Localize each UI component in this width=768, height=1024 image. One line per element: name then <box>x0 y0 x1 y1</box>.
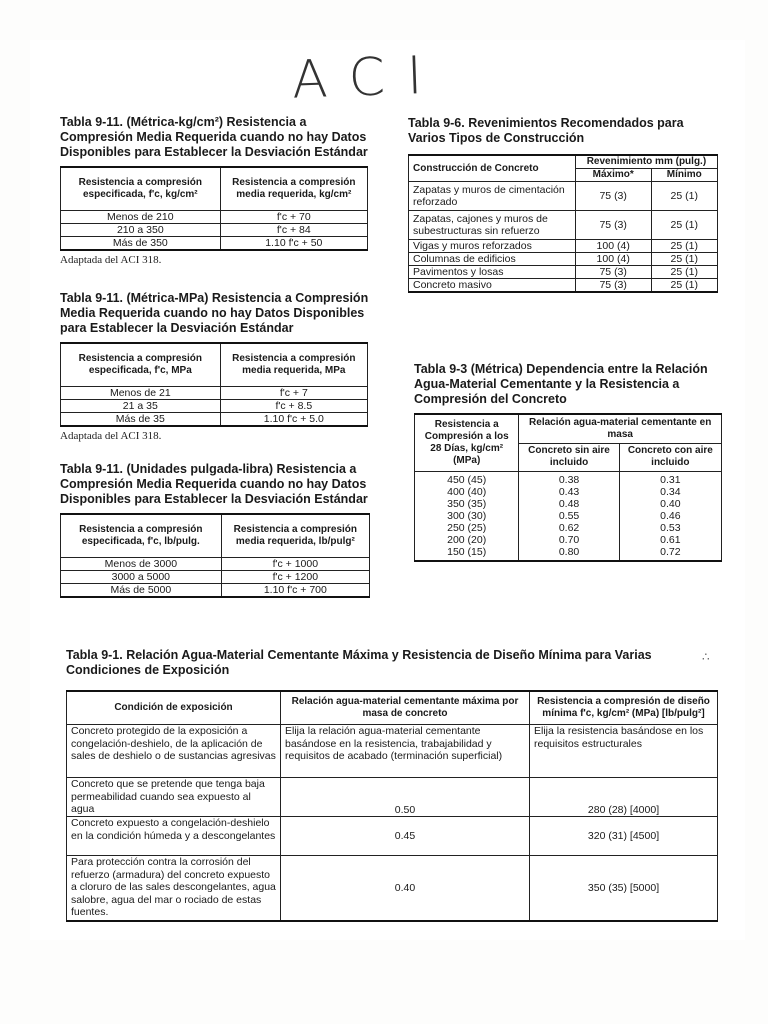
col-header: Construcción de Concreto <box>409 155 576 182</box>
table-9-3 <box>414 413 722 562</box>
col-header: Condición de exposición <box>67 691 281 725</box>
col-header: Resistencia a compresión media requerida, lb/pulg² <box>221 514 369 558</box>
table-9-1-title: Tabla 9-1. Relación Agua-Material Cementante Máxima y Resistencia de Diseño Mínima para Varias Condiciones de Exposición <box>66 648 652 677</box>
table-9-11-inlb <box>60 513 370 598</box>
table-cell: Concreto masivo <box>409 279 576 293</box>
table-9-11-kgcm2-title: Tabla 9-11. (Métrica-kg/cm²) Resistencia a Compresión Media Requerida cuando no hay Datos Disponibles para Establecer la Desviación Estándar <box>60 115 368 159</box>
table-cell: 0.38 <box>558 474 580 486</box>
table-cell: 0.45 <box>281 817 530 856</box>
table-9-11-mpa <box>60 342 368 427</box>
col-header: Resistencia a compresión media requerida, MPa <box>220 343 367 387</box>
col-header: Resistencia a compresión especificada, f'c, kg/cm² <box>61 167 221 211</box>
table-cell: 450 (45) <box>447 474 487 486</box>
table-9-11-kgcm2-block <box>60 115 370 266</box>
table-cell: 0.40 <box>660 498 681 510</box>
table-cell: 3000 a 5000 <box>61 571 222 584</box>
table-cell: 25 (1) <box>651 240 717 253</box>
resistencia-column <box>415 472 519 562</box>
table-cell: Concreto expuesto a congelación-deshielo en la condición húmeda y a descongelantes <box>67 817 281 856</box>
table-cell: Vigas y muros reforzados <box>409 240 576 253</box>
table-cell: Concreto protegido de la exposición a congelación-deshielo, de la aplicación de sales de deshielo o de sustancias agresivas <box>67 725 281 778</box>
table-cell: 0.53 <box>660 522 681 534</box>
table-9-11-mpa-block <box>60 291 370 442</box>
table-9-3-block <box>414 362 726 562</box>
scan-mark: ∴ <box>702 650 710 664</box>
table-cell: f'c + 1200 <box>221 571 369 584</box>
table-cell: 300 (30) <box>447 510 487 522</box>
sin-aire-column <box>519 472 619 562</box>
table-9-6 <box>408 154 718 293</box>
table-cell: 350 (35) [5000] <box>530 856 718 922</box>
table-cell: 210 a 350 <box>61 224 221 237</box>
table-cell: 0.70 <box>558 534 580 546</box>
table-cell: 320 (31) [4500] <box>530 817 718 856</box>
col-header: Resistencia a compresión media requerida, kg/cm² <box>220 167 367 211</box>
table-cell: 75 (3) <box>575 182 651 211</box>
col-header-group: Revenimiento mm (pulg.) <box>575 155 717 169</box>
table-cell: 0.61 <box>660 534 681 546</box>
table-cell: Más de 5000 <box>61 584 222 598</box>
table-cell: 0.31 <box>660 474 681 486</box>
table-cell: 25 (1) <box>651 266 717 279</box>
table-cell: f'c + 84 <box>220 224 367 237</box>
table-cell: 280 (28) [4000] <box>530 778 718 817</box>
col-header: Mínimo <box>651 169 717 182</box>
table-cell: 0.62 <box>558 522 580 534</box>
table-cell: 75 (3) <box>575 211 651 240</box>
table-9-11-mpa-title: Tabla 9-11. (Métrica-MPa) Resistencia a Compresión Media Requerida cuando no hay Datos Disponibles para Establecer la Desviación Estándar <box>60 291 369 335</box>
table-cell: 25 (1) <box>651 253 717 266</box>
table-cell: Elija la relación agua-material cementante basándose en la resistencia, trabajabilidad y requisitos de acabado (terminación superficial) <box>281 725 530 778</box>
table-cell: 25 (1) <box>651 182 717 211</box>
table-cell: 0.50 <box>281 778 530 817</box>
table-cell: f'c + 8.5 <box>220 400 367 413</box>
table-cell: 0.40 <box>281 856 530 922</box>
table-cell: Elija la resistencia basándose en los requisitos estructurales <box>530 725 718 778</box>
table-cell: Para protección contra la corrosión del refuerzo (armadura) del concreto expuesto a cloruro de las sales descongelantes, agua salobre, agua del mar o rociado de estas fuentes. <box>67 856 281 922</box>
table-cell: Columnas de edificios <box>409 253 576 266</box>
col-header: Máximo* <box>575 169 651 182</box>
col-header-group: Relación agua-material cementante en masa <box>519 414 722 443</box>
table-cell: 21 a 35 <box>61 400 221 413</box>
table-cell: 400 (40) <box>447 486 487 498</box>
table-note: Adaptada del ACI 318. <box>60 254 162 266</box>
table-cell: 0.80 <box>558 546 580 558</box>
col-header: Resistencia a compresión de diseño mínima f'c, kg/cm² (MPa) [lb/pulg²] <box>530 691 718 725</box>
table-9-6-title: Tabla 9-6. Revenimientos Recomendados para Varios Tipos de Construcción <box>408 116 684 145</box>
table-9-3-title: Tabla 9-3 (Métrica) Dependencia entre la Relación Agua-Material Cementante y la Resistencia a Compresión del Concreto <box>414 362 708 406</box>
table-9-11-kgcm2 <box>60 166 368 251</box>
col-header: Resistencia a Compresión a los 28 Días, kg/cm² (MPa) <box>415 414 519 472</box>
table-cell: 0.72 <box>660 546 681 558</box>
table-cell: Concreto que se pretende que tenga baja permeabilidad cuando sea expuesto al agua <box>67 778 281 817</box>
table-cell: f'c + 70 <box>220 211 367 224</box>
table-cell: 100 (4) <box>575 253 651 266</box>
table-cell: 0.55 <box>558 510 580 522</box>
table-cell: 350 (35) <box>447 498 487 510</box>
con-aire-column <box>619 472 721 562</box>
table-cell: f'c + 1000 <box>221 558 369 571</box>
col-header: Concreto sin aire incluido <box>519 443 619 471</box>
table-9-1-block <box>66 648 721 922</box>
col-header: Resistencia a compresión especificada, f'c, lb/pulg. <box>61 514 222 558</box>
table-note: Adaptada del ACI 318. <box>60 430 162 442</box>
table-cell: 250 (25) <box>447 522 487 534</box>
table-9-11-inlb-block <box>60 462 372 598</box>
col-header: Resistencia a compresión especificada, f'c, MPa <box>61 343 221 387</box>
table-cell: Más de 35 <box>61 413 221 427</box>
table-cell: 75 (3) <box>575 266 651 279</box>
table-cell: 25 (1) <box>651 279 717 293</box>
table-9-6-block <box>408 116 720 293</box>
table-cell: f'c + 7 <box>220 387 367 400</box>
table-cell: Menos de 210 <box>61 211 221 224</box>
table-9-11-inlb-title: Tabla 9-11. (Unidades pulgada-libra) Resistencia a Compresión Media Requerida cuando no hay Datos Disponibles para Establecer la Desviación Estándar <box>60 462 368 506</box>
table-cell: 0.43 <box>558 486 580 498</box>
table-cell: Menos de 3000 <box>61 558 222 571</box>
handwritten-aci-header: ACI <box>290 45 446 111</box>
table-cell: Menos de 21 <box>61 387 221 400</box>
table-cell: 1.10 f'c + 700 <box>221 584 369 598</box>
table-cell: Zapatas, cajones y muros de subestructuras sin refuerzo <box>409 211 576 240</box>
table-cell: 1.10 f'c + 5.0 <box>220 413 367 427</box>
table-cell: 100 (4) <box>575 240 651 253</box>
table-cell: 25 (1) <box>651 211 717 240</box>
table-cell: Zapatas y muros de cimentación reforzado <box>409 182 576 211</box>
table-cell: Más de 350 <box>61 237 221 251</box>
table-cell: 0.48 <box>558 498 580 510</box>
col-header: Relación agua-material cementante máxima por masa de concreto <box>281 691 530 725</box>
table-9-1 <box>66 690 718 922</box>
table-cell: 0.34 <box>660 486 681 498</box>
table-cell: 200 (20) <box>447 534 487 546</box>
table-cell: 75 (3) <box>575 279 651 293</box>
table-cell: Pavimentos y losas <box>409 266 576 279</box>
table-cell: 150 (15) <box>447 546 487 558</box>
table-cell: 1.10 f'c + 50 <box>220 237 367 251</box>
table-cell: 0.46 <box>660 510 681 522</box>
col-header: Concreto con aire incluido <box>619 443 721 471</box>
